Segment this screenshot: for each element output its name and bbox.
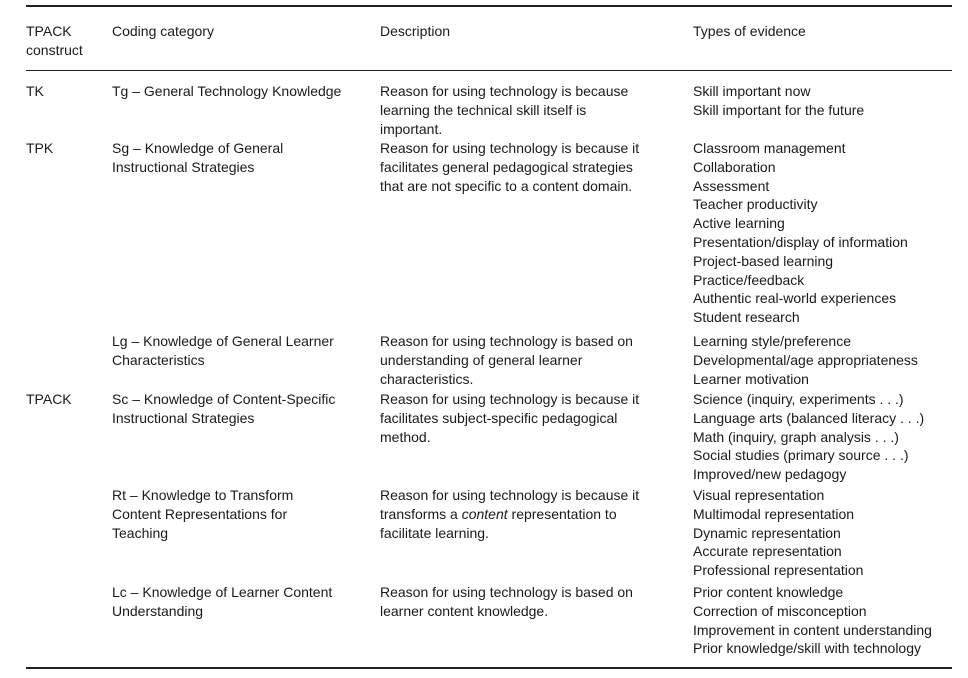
- description-line: that are not specific to a content domain.: [380, 177, 633, 194]
- evidence-item: Authentic real-world experiences: [693, 290, 897, 307]
- header-construct: [26, 22, 83, 60]
- evidence-item: Assessment: [693, 177, 770, 194]
- evidence-item: Developmental/age appropriateness: [693, 351, 918, 368]
- evidence-item: Learning style/preference: [693, 333, 851, 349]
- evidence-item: Visual representation: [693, 487, 825, 503]
- row-description-tg: [380, 82, 684, 138]
- evidence-item: Active learning: [693, 215, 785, 232]
- row-evidence-lg: [693, 332, 918, 388]
- evidence-item: Skill important for the future: [693, 101, 865, 118]
- row-evidence-sc: [693, 390, 924, 484]
- evidence-item: Science (inquiry, experiments . . .): [693, 391, 904, 407]
- description-emphasis: content: [461, 505, 508, 522]
- row-evidence-lc: [693, 583, 932, 658]
- description-line: Reason for using technology is based on: [380, 333, 633, 349]
- row-evidence-rt: [693, 486, 863, 580]
- evidence-item: Presentation/display of information: [693, 233, 908, 250]
- evidence-item: Social studies (primary source . . .): [693, 447, 909, 464]
- category-line: Instructional Strategies: [112, 158, 255, 175]
- description-line: learning the technical skill itself is: [380, 101, 587, 118]
- category-line: Characteristics: [112, 351, 205, 368]
- row-description-sc: [380, 390, 684, 446]
- header-description: Description: [380, 23, 451, 39]
- row-category-rt: [112, 486, 381, 542]
- description-line: facilitate learning.: [380, 524, 489, 541]
- row-category-lc: [112, 583, 381, 621]
- row-construct-tpk: TPK: [26, 140, 54, 156]
- description-line: method.: [380, 428, 431, 445]
- description-line: Reason for using technology is because it: [380, 391, 640, 407]
- evidence-item: Student research: [693, 309, 800, 326]
- evidence-item: Classroom management: [693, 140, 846, 156]
- category-line: Sg – Knowledge of General: [112, 140, 284, 156]
- description-line: important.: [380, 120, 443, 137]
- evidence-item: Practice/feedback: [693, 271, 805, 288]
- row-description-sg: [380, 139, 684, 195]
- table-bottom-rule: [26, 667, 952, 669]
- row-category-tg: [112, 82, 381, 101]
- row-category-sg: [112, 139, 381, 177]
- description-line: Reason for using technology is based on: [380, 584, 633, 600]
- description-line: understanding of general learner: [380, 351, 583, 368]
- row-evidence-sg: [693, 139, 908, 327]
- row-category-lg: [112, 332, 381, 370]
- category-line: Instructional Strategies: [112, 409, 255, 426]
- table-top-rule: [26, 5, 952, 7]
- evidence-item: Accurate representation: [693, 543, 842, 560]
- category-line: Sc – Knowledge of Content-Specific: [112, 391, 336, 407]
- category-line: Rt – Knowledge to Transform: [112, 487, 294, 503]
- evidence-item: Learner motivation: [693, 370, 809, 387]
- header-rule: [26, 70, 952, 71]
- header-construct-line-2: construct: [26, 41, 83, 58]
- description-line: characteristics.: [380, 370, 474, 387]
- evidence-item: Collaboration: [693, 158, 776, 175]
- row-construct-tk: TK: [26, 83, 44, 99]
- evidence-item: Math (inquiry, graph analysis . . .): [693, 428, 899, 445]
- row-construct-tpack: TPACK: [26, 391, 72, 407]
- header-construct-line-1: TPACK: [26, 23, 72, 39]
- row-description-rt: [380, 486, 684, 542]
- header-coding-category: Coding category: [112, 23, 214, 39]
- row-evidence-tg: [693, 82, 864, 120]
- evidence-item: Correction of misconception: [693, 602, 867, 619]
- evidence-item: Skill important now: [693, 83, 811, 99]
- description-text: representation to: [507, 505, 617, 522]
- evidence-item: Language arts (balanced literacy . . .): [693, 409, 925, 426]
- category-line: Lg – Knowledge of General Learner: [112, 333, 334, 349]
- evidence-item: Multimodal representation: [693, 505, 855, 522]
- description-line: Reason for using technology is because: [380, 83, 629, 99]
- description-line: facilitates general pedagogical strategies: [380, 158, 633, 175]
- description-line: Reason for using technology is because it: [380, 487, 640, 503]
- evidence-item: Project-based learning: [693, 252, 834, 269]
- category-line: Content Representations for: [112, 505, 288, 522]
- category-line: Tg – General Technology Knowledge: [112, 83, 342, 99]
- description-line: facilitates subject-specific pedagogical: [380, 409, 618, 426]
- description-line: [380, 505, 684, 524]
- header-evidence: Types of evidence: [693, 23, 806, 39]
- row-description-lg: [380, 332, 684, 388]
- category-line: Lc – Knowledge of Learner Content: [112, 584, 333, 600]
- row-description-lc: [380, 583, 684, 621]
- category-line: Teaching: [112, 524, 169, 541]
- evidence-item: Teacher productivity: [693, 196, 818, 213]
- evidence-item: Improved/new pedagogy: [693, 466, 847, 483]
- description-line: learner content knowledge.: [380, 602, 549, 619]
- row-category-sc: [112, 390, 381, 428]
- evidence-item: Improvement in content understanding: [693, 621, 932, 638]
- evidence-item: Dynamic representation: [693, 524, 841, 541]
- evidence-item: Prior knowledge/skill with technology: [693, 640, 921, 657]
- description-text: transforms a: [380, 505, 462, 522]
- description-line: Reason for using technology is because it: [380, 140, 640, 156]
- evidence-item: Prior content knowledge: [693, 584, 844, 600]
- category-line: Understanding: [112, 602, 204, 619]
- evidence-item: Professional representation: [693, 562, 864, 579]
